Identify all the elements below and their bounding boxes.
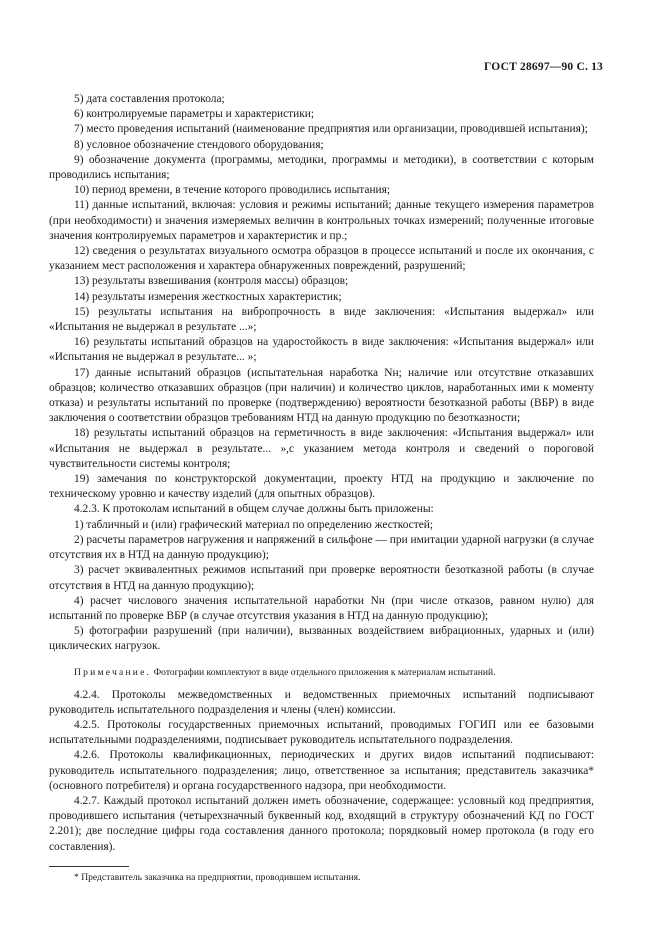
section-paragraph: 4.2.6. Протоколы квалификационных, периодических и других видов испытаний подписывают: руководитель испытательного подразделения; лицо, ответственное за испытания; представитель заказчика* (основного потребителя) и органа государственного надзора, при необходимости.	[49, 749, 594, 792]
page-header: ГОСТ 28697—90 С. 13	[484, 61, 603, 73]
list-item: 13) результаты взвешивания (контроля массы) образцов;	[74, 275, 349, 288]
section-paragraph: 4.2.5. Протоколы государственных приемочных испытаний, проводимых ГОГИП или ее базовыми испытательными подразделениями, подписывает руководитель испытательного подразделения.	[49, 718, 594, 747]
list-item: 4) расчет числового значения испытательной наработки Nн (при числе отказов, равном нулю) для испытаний по проверке ВБР (в случае отсутствия указания в НТД на данную продукцию);	[49, 594, 594, 622]
list-item: 11) данные испытаний, включая: условия и режимы испытаний; данные текущего измерения параметров (при необходимости) и значения измеряемых величин в контрольных точках измерений; полученные итоговые значения контролируемых параметров и характеристик и пр.;	[49, 199, 594, 242]
footnote: * Представитель заказчика на предприятии, проводившем испытания.	[74, 871, 361, 883]
list-item: 6) контролируемые параметры и характеристики;	[74, 108, 315, 121]
footnote-divider	[49, 866, 129, 867]
note-label: Примечание.	[74, 666, 152, 678]
list-item: 7) место проведения испытаний (наименование предприятия или организации, проводившей испытания);	[74, 123, 588, 136]
list-item: 3) расчет эквивалентных режимов испытаний при проверке вероятности безотказной работы (в случае отсутствия в НТД на данную продукцию);	[49, 564, 594, 592]
list-item: 2) расчеты параметров нагружения и напряжений в сильфоне — при имитации ударной нагрузки (в случае отсутствия их в НТД на данную продукцию);	[49, 533, 594, 562]
list-item: 8) условное обозначение стендового оборудования;	[74, 138, 324, 151]
list-item: 9) обозначение документа (программы, методики, программы и методики), в соответствии с которым проводились испытания;	[49, 153, 594, 182]
list-item: 16) результаты испытаний образцов на ударостойкость в виде заключения: «Испытания выдержал» или «Испытания не выдержал в результате... »;	[49, 336, 594, 364]
list-item: 12) сведения о результатах визуального осмотра образцов в процессе испытаний и после их окончания, с указанием мест расположения и характера обнаруженных повреждений, разрушений;	[49, 245, 594, 273]
note	[49, 666, 594, 679]
list-item: 19) замечания по конструкторской документации, проекту НТД на продукцию и заключение по техническому уровню и качеству изделий (для опытных образцов).	[49, 473, 594, 501]
section-paragraph: 4.2.7. Каждый протокол испытаний должен иметь обозначение, содержащее: условный код предприятия, проводившего испытания (четырехзначный буквенный код, входящий в структуру обозначений КД по ГОСТ 2.201); две последние цифры года составления данного протокола; порядковый номер протокола (в году его составления).	[49, 794, 594, 853]
page-body	[49, 92, 594, 884]
list-item: 10) период времени, в течение которого проводились испытания;	[74, 184, 391, 197]
list-item: 14) результаты измерения жесткостных характеристик;	[74, 290, 342, 303]
list-item: 5) дата составления протокола;	[74, 93, 225, 105]
section-paragraph: 4.2.4. Протоколы межведомственных и ведомственных приемочных испытаний подписывают руководитель испытательного подразделения и члены (член) комиссии.	[49, 688, 594, 716]
list-item: 17) данные испытаний образцов (испытательная наработка Nн; наличие или отсутствие отказавших образцов; количество отказавших образцов (при наличии) и количество циклов, наработанных ими к моменту отказа) и результаты испытаний по проверке (подтверждению) вероятности безотказной работы (ВБР) в виде заключения о соответствии образцов требованиям НТД на данную продукцию по безотказности;	[49, 366, 594, 425]
list-item: 15) результаты испытания на вибропрочность в виде заключения: «Испытания выдержал» или «Испытания не выдержал в результате ...»;	[49, 305, 594, 334]
note-text: Фотографии комплектуют в виде отдельного приложения к материалам испытаний.	[151, 666, 496, 678]
list-item: 1) табличный и (или) графический материал по определению жесткостей;	[74, 518, 434, 531]
list-item: 5) фотографии разрушений (при наличии), вызванных воздействием вибрационных, ударных и (или) циклических нагрузок.	[49, 625, 594, 653]
section-paragraph: 4.2.3. К протоколам испытаний в общем случае должны быть приложены:	[74, 503, 434, 516]
list-item: 18) результаты испытаний образцов на герметичность в виде заключения: «Испытания выдержал» или «Испытания не выдержал в результате... »,с указанием метода контроля и сведений о пороговой чувствительности системы контроля;	[49, 427, 594, 470]
